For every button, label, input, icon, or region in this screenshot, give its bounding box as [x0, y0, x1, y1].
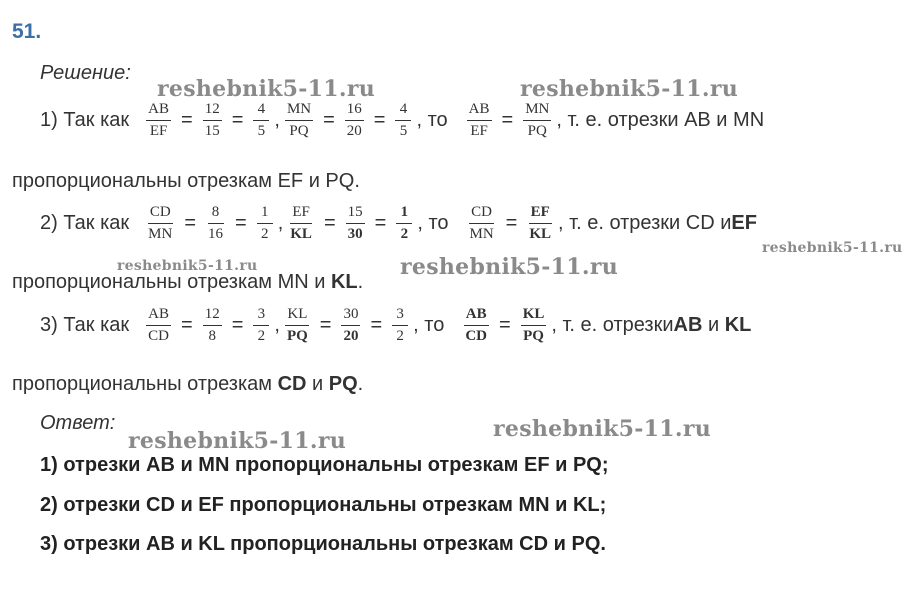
numerator: 3 [253, 306, 269, 326]
denominator: 20 [346, 123, 362, 140]
equals-sign: = [374, 212, 387, 235]
fraction [203, 306, 222, 346]
answer-line-1: 1) отрезки AB и MN пропорциональны отрезкам EF и PQ; [40, 454, 609, 476]
denominator: 15 [204, 123, 220, 140]
step-3 [40, 306, 751, 346]
fraction [396, 204, 412, 244]
numerator: KL [521, 306, 547, 326]
numerator: 8 [208, 204, 224, 224]
watermark: reshebnik5-11.ru [493, 416, 712, 442]
fraction [285, 101, 313, 141]
denominator: 16 [208, 226, 224, 243]
answer-label: Ответ: [40, 412, 116, 434]
denominator: KL [290, 226, 312, 243]
numerator: MN [285, 101, 313, 121]
step-2-cont-end: . [357, 271, 364, 293]
step-2-prefix: 2) Так как [40, 212, 130, 235]
denominator: MN [469, 226, 494, 243]
numerator: 12 [203, 306, 222, 326]
equals-sign: = [323, 212, 336, 235]
comma: , [274, 109, 280, 132]
fraction [341, 306, 360, 346]
numerator: 15 [346, 204, 365, 224]
fraction [146, 204, 174, 244]
step-1-suffix: , т. е. отрезки AB и MN [556, 109, 765, 132]
denominator: 20 [343, 328, 359, 345]
watermark: reshebnik5-11.ru [762, 240, 903, 256]
fraction [206, 204, 225, 244]
denominator: PQ [289, 123, 309, 140]
denominator: 2 [400, 226, 409, 243]
denominator: CD [465, 328, 487, 345]
numerator: AB [464, 306, 489, 326]
numerator: 1 [257, 204, 273, 224]
step-3-suffix-bold-2: KL [724, 314, 752, 337]
equals-sign: = [505, 212, 518, 235]
denominator: KL [529, 226, 552, 243]
fraction [395, 101, 411, 141]
answer-line-2: 2) отрезки CD и EF пропорциональны отрезкам MN и KL; [40, 494, 607, 516]
numerator: KL [285, 306, 309, 326]
denominator: PQ [523, 328, 544, 345]
equals-sign: = [501, 109, 514, 132]
step-3-cont-bold-1: CD [277, 373, 307, 395]
fraction [523, 101, 551, 141]
step-3-suffix-and: и [702, 314, 725, 337]
numerator: EF [529, 204, 552, 224]
numerator: MN [523, 101, 551, 121]
numerator: 16 [345, 101, 364, 121]
fraction [257, 204, 273, 244]
denominator: PQ [527, 123, 547, 140]
watermark: reshebnik5-11.ru [520, 76, 739, 102]
fraction [146, 306, 171, 346]
numerator: CD [469, 204, 494, 224]
fraction [285, 306, 310, 346]
step-3-continuation [12, 373, 363, 396]
step-3-cont-and: и [306, 373, 329, 395]
numerator: 1 [396, 204, 412, 224]
watermark: reshebnik5-11.ru [157, 76, 376, 102]
fraction [467, 101, 492, 141]
numerator: 30 [341, 306, 360, 326]
step-1-mid: , то [416, 109, 448, 132]
denominator: PQ [286, 328, 308, 345]
equals-sign: = [231, 109, 244, 132]
denominator: EF [470, 123, 488, 140]
fraction [468, 204, 496, 244]
fraction [146, 101, 171, 141]
comma: , [274, 314, 280, 337]
denominator: 5 [399, 123, 408, 140]
answer-line-3: 3) отрезки AB и KL пропорциональны отрезкам CD и PQ. [40, 533, 606, 555]
numerator: 4 [395, 101, 411, 121]
equals-sign: = [184, 212, 197, 235]
denominator: 2 [257, 328, 266, 345]
equals-sign: = [181, 314, 193, 337]
denominator: 5 [257, 123, 266, 140]
fraction [253, 101, 269, 141]
denominator: EF [149, 123, 168, 140]
step-1-prefix: 1) Так как [40, 109, 130, 132]
equals-sign: = [370, 314, 383, 337]
fraction [392, 306, 408, 346]
denominator: 30 [347, 226, 363, 243]
step-2-suffix: , т. е. отрезки CD и [558, 212, 732, 235]
numerator: 4 [253, 101, 269, 121]
step-1-continuation: пропорциональны отрезкам EF и PQ. [12, 170, 360, 192]
numerator: EF [290, 204, 312, 224]
step-3-cont-end: . [357, 373, 364, 395]
comma: , [277, 212, 284, 235]
numerator: 12 [203, 101, 222, 121]
equals-sign: = [499, 314, 511, 337]
step-3-cont-bold-2: PQ [328, 373, 358, 395]
fraction [203, 101, 222, 141]
step-2-mid: , то [417, 212, 449, 235]
fraction [527, 204, 553, 244]
step-2-suffix-bold: EF [731, 212, 757, 235]
step-3-suffix: , т. е. отрезки [551, 314, 674, 337]
denominator: 2 [396, 328, 404, 345]
numerator: 3 [392, 306, 408, 326]
watermark: reshebnik5-11.ru [128, 428, 347, 454]
denominator: CD [148, 328, 169, 345]
step-3-mid: , то [413, 314, 445, 337]
equals-sign: = [319, 314, 332, 337]
fraction [521, 306, 547, 346]
equals-sign: = [373, 109, 386, 132]
numerator: AB [146, 306, 171, 326]
numerator: AB [467, 101, 492, 121]
equals-sign: = [323, 109, 335, 132]
step-3-suffix-bold-1: AB [673, 314, 703, 337]
fraction [346, 204, 365, 244]
fraction [288, 204, 314, 244]
step-2 [40, 204, 757, 244]
denominator: 8 [208, 328, 216, 345]
step-2-continuation [12, 271, 363, 294]
watermark: reshebnik5-11.ru [117, 258, 258, 274]
denominator: MN [148, 226, 173, 243]
fraction [253, 306, 269, 346]
step-2-cont-text: пропорциональны отрезкам MN и [12, 271, 331, 293]
fraction [463, 306, 489, 346]
step-2-cont-bold: KL [330, 271, 358, 293]
step-3-cont-text: пропорциональны отрезкам [12, 373, 278, 395]
denominator: 2 [260, 226, 269, 243]
step-1 [40, 101, 764, 141]
equals-sign: = [181, 109, 193, 132]
watermark: reshebnik5-11.ru [400, 254, 619, 280]
fraction [345, 101, 364, 141]
equals-sign: = [235, 212, 247, 235]
numerator: AB [146, 101, 171, 121]
solution-label: Решение: [40, 62, 131, 84]
step-3-prefix: 3) Так как [40, 314, 130, 337]
problem-number: 51. [12, 20, 42, 43]
numerator: CD [148, 204, 173, 224]
equals-sign: = [231, 314, 244, 337]
